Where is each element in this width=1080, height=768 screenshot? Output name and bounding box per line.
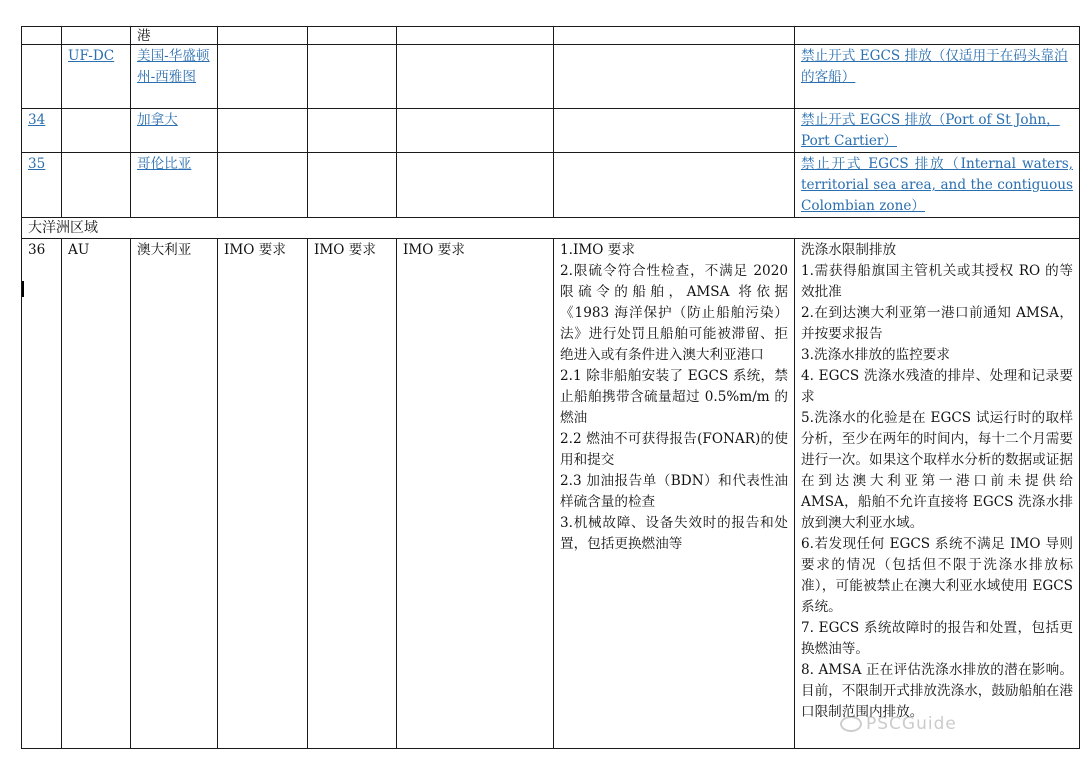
cell-code <box>62 45 131 109</box>
country-link[interactable]: 加拿大 <box>137 112 178 128</box>
list-item: 5.洗涤水的化验是在 EGCS 试运行时的取样分析，至少在两年的时间内，每十二个月需要进行一次。如果这个取样水分析的数据或证据在到达澳大利亚第一港口前未提供给 AMSA，船舶不允许直接将 EGCS 洗涤水排放到澳大利亚水域。 <box>801 410 1073 531</box>
cell-imo-requirement: IMO 要求 <box>397 239 554 749</box>
table-row <box>22 153 1080 218</box>
list-item: 2.1 除非船舶安装了 EGCS 系统，禁止船舶携带含硫量超过 0.5%m/m 的燃油 <box>560 368 788 426</box>
cell-no <box>22 27 62 45</box>
list-item: 2.限硫令符合性检查，不满足 2020 限硫令的船舶，AMSA 将依据《1983 海洋保护（防止船舶污染）法》进行处罚且船舶可能被滞留、拒绝进入或有条件进入澳大利亚港口 <box>560 263 788 363</box>
table-row <box>22 27 1080 45</box>
table-row <box>22 45 1080 109</box>
cell-code <box>62 27 131 45</box>
watermark-text: PSCGuide <box>866 714 957 734</box>
cell-country <box>131 153 218 218</box>
regulation-table <box>21 26 1080 749</box>
list-item: 1.IMO 要求 <box>560 242 635 258</box>
row-number-link[interactable]: 34 <box>28 112 46 128</box>
cell-imo-requirement: IMO 要求 <box>308 239 397 749</box>
table-row <box>22 239 1080 749</box>
country-link[interactable]: 美国-华盛顿州-西雅图 <box>137 48 210 85</box>
list-item: 4. EGCS 洗涤水残渣的排岸、处理和记录要求 <box>801 368 1073 405</box>
cell-country <box>131 109 218 153</box>
code-link[interactable]: UF-DC <box>68 48 115 64</box>
cell-code: AU <box>62 239 131 749</box>
cell-egcs-requirements <box>795 239 1080 749</box>
list-item: 8. AMSA 正在评估洗涤水排放的潜在影响。目前，不限制开式排放洗涤水，鼓励船舶在港口限制范围内排放。 <box>801 662 1073 720</box>
table-row <box>22 109 1080 153</box>
list-item: 6.若发现任何 EGCS 系统不满足 IMO 导则要求的情况（包括但不限于洗涤水排放标准），可能被禁止在澳大利亚水域使用 EGCS 系统。 <box>801 536 1073 615</box>
country-link[interactable]: 哥伦比亚 <box>137 156 192 172</box>
list-item: 2.3 加油报告单（BDN）和代表性油样硫含量的检查 <box>560 473 788 510</box>
list-item: 1.需获得船旗国主管机关或其授权 RO 的等效批准 <box>801 263 1073 300</box>
list-item: 3.机械故障、设备失效时的报告和处置，包括更换燃油等 <box>560 515 788 552</box>
cell-imo-requirement: IMO 要求 <box>218 239 308 749</box>
cell-country: 港 <box>131 27 218 45</box>
cell-country <box>131 45 218 109</box>
text-cursor <box>22 281 24 297</box>
cell-requirement <box>795 109 1080 153</box>
cell-requirement <box>795 153 1080 218</box>
list-item: 7. EGCS 系统故障时的报告和处置，包括更换燃油等。 <box>801 620 1073 657</box>
requirement-link[interactable]: 禁止开式 EGCS 排放（Internal waters, territorial sea area, and the contiguous Colombian zone） <box>801 156 1073 214</box>
cell-no <box>22 109 62 153</box>
region-row <box>22 218 1080 239</box>
list-item: 洗涤水限制排放 <box>801 242 897 258</box>
cell-country: 澳大利亚 <box>131 239 218 749</box>
region-heading: 大洋洲区域 <box>22 218 1080 239</box>
list-item: 3.洗涤水排放的监控要求 <box>801 347 950 363</box>
cell-no <box>22 153 62 218</box>
row-number-link[interactable]: 35 <box>28 156 46 172</box>
requirement-link[interactable]: 禁止开式 EGCS 排放（Port of St John，Port Cartier） <box>801 112 1060 149</box>
list-item: 2.2 燃油不可获得报告(FONAR)的使用和提交 <box>560 431 788 468</box>
cell-no: 36 <box>22 239 62 749</box>
cell-requirement <box>795 45 1080 109</box>
list-item: 2.在到达澳大利亚第一港口前通知 AMSA，并按要求报告 <box>801 305 1073 342</box>
requirement-link[interactable]: 禁止开式 EGCS 排放（仅适用于在码头靠泊的客船） <box>801 48 1068 85</box>
cell-sulphur-requirements <box>554 239 795 749</box>
